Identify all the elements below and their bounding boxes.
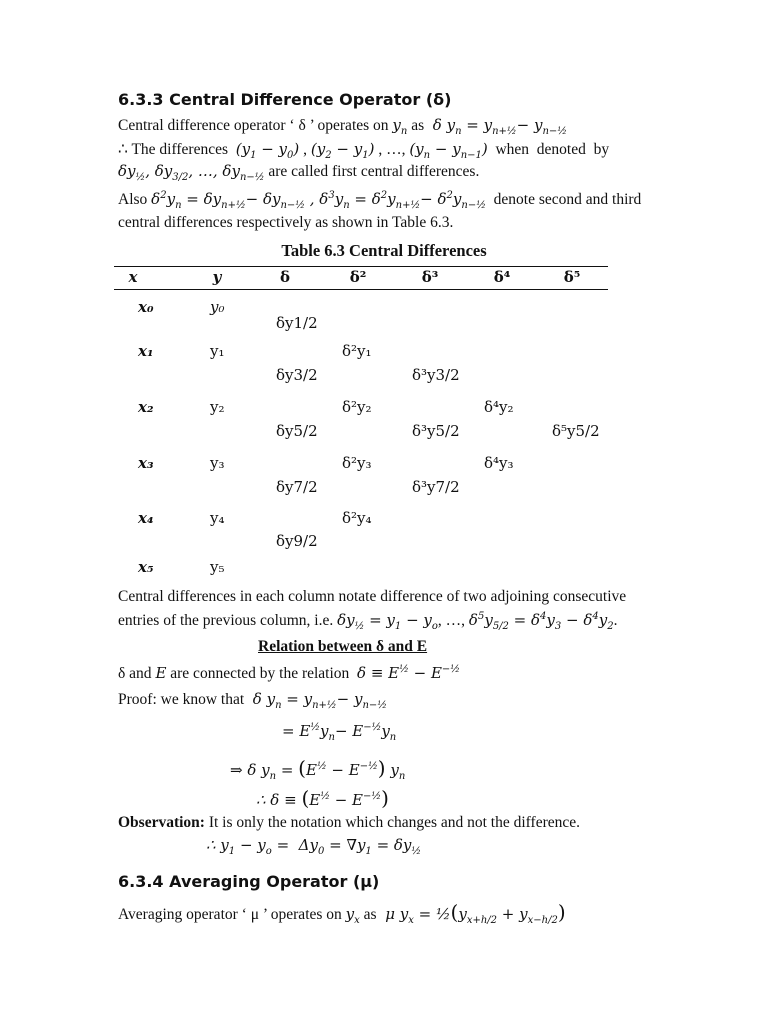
paragraph-line-2: ∴ The differences $(y_1 - y_0)$ , $(y_2 - y_1)$ , …, $(y_n - y_{n-1})$ when denoted by xyxy=(118,140,610,161)
table-cell-delta5-0: δ⁵y5/2 xyxy=(552,422,600,440)
table-cell-y0: y₀ xyxy=(210,298,225,316)
table-header-delta3: δ³ xyxy=(421,268,439,286)
after-table-line-2: entries of the previous column, i.e. $\delta y_{\frac{1}{2}} = y_1 - y_o$, …, $\delta^5y_{5/2} = \delta^4y_3 - \delta^4y_2$. xyxy=(118,611,618,632)
equation-3: ⇒ δ $y_n = (E^{\frac{1}{2}} - E^{-\frac{1}{2}})$ $y_n$ xyxy=(230,756,406,782)
table-top-rule xyxy=(114,266,608,267)
table-header-y: y xyxy=(212,268,222,286)
table-cell-delta1-3: δy7/2 xyxy=(276,478,318,496)
paragraph-line-5: central differences respectively as shown in Table 6.3. xyxy=(118,214,454,231)
table-header-rule xyxy=(114,289,608,290)
table-header-delta5: δ⁵ xyxy=(563,268,581,286)
paragraph-line-3: $\delta y_{\frac{1}{2}}$, $\delta y_{3/2}$, …, $\delta y_{n-\frac{1}{2}}$ are called first central differences. xyxy=(118,162,480,183)
table-cell-delta2-3: δ²y₄ xyxy=(342,509,372,527)
table-cell-delta4-1: δ⁴y₃ xyxy=(484,454,514,472)
table-cell-y1: y₁ xyxy=(210,342,225,360)
relation-heading-text: Relation between δ and E xyxy=(258,638,428,655)
table-cell-delta4-0: δ⁴y₂ xyxy=(484,398,514,416)
table-cell-x3: x₃ xyxy=(138,454,154,472)
table-cell-delta3-0: δ³y3/2 xyxy=(412,366,460,384)
after-table-line-1: Central differences in each column notate difference of two adjoining consecutive xyxy=(118,588,627,605)
table-title: Table 6.3 Central Differences xyxy=(281,241,487,260)
table-cell-y4: y₄ xyxy=(210,509,225,527)
section-heading-6-3-3: 6.3.3 Central Difference Operator (δ) xyxy=(118,90,452,109)
equation-4: ∴ $\delta \equiv (E^{\frac{1}{2}} - E^{-\frac{1}{2}})$ xyxy=(256,786,389,810)
observation-equation: ∴ $y_1 - y_o = \Delta y_0 = \nabla y_1 = \delta y_{\frac{1}{2}}$ xyxy=(206,836,422,857)
table-header-delta1: δ xyxy=(279,268,290,286)
table-cell-delta3-1: δ³y5/2 xyxy=(412,422,460,440)
proof-line: Proof: we know that δ $y_n = y_{n+\frac{1}{2}}- y_{n-\frac{1}{2}}$ xyxy=(118,690,387,711)
table-cell-delta1-1: δy3/2 xyxy=(276,366,318,384)
table-header-delta4: δ⁴ xyxy=(493,268,511,286)
table-cell-x2: x₂ xyxy=(138,398,154,416)
equation-2: = $E^{\frac{1}{2}}y_n- E^{-\frac{1}{2}}y_n$ xyxy=(282,722,397,743)
table-cell-delta2-0: δ²y₁ xyxy=(342,342,372,360)
table-cell-x4: x₄ xyxy=(138,509,154,527)
table-cell-x5: x₅ xyxy=(138,558,154,576)
observation-label: Observation: xyxy=(118,814,205,831)
table-cell-delta2-2: δ²y₃ xyxy=(342,454,372,472)
table-cell-delta3-2: δ³y7/2 xyxy=(412,478,460,496)
table-cell-x0: x₀ xyxy=(138,298,154,316)
averaging-line: Averaging operator ‘ μ ’ operates on $y_x$ as μ $y_x$ = $\frac{1}{2}(y_{x+h/2} + y_{x-h/2})$ xyxy=(118,900,566,926)
text-fragment: Central difference operator ‘ δ ’ operates on xyxy=(118,117,393,134)
table-cell-y3: y₃ xyxy=(210,454,225,472)
paragraph-line-4: Also $\delta^2y_n = \delta y_{n+\frac{1}{2}}- \delta y_{n-\frac{1}{2}}$ , $\delta^3y_n = \delta^2y_{n+\frac{1}{2}}- \delta^2y_{n-\frac{1}{2}}$ denote second and third xyxy=(118,190,642,211)
table-cell-delta1-4: δy9/2 xyxy=(276,532,318,550)
paragraph-line-1: Central difference operator ‘ δ ’ operates on $y_n$ as δ $y_n = y_{n+\frac{1}{2}}- y_{n-\frac{1}{2}}$ xyxy=(118,116,567,137)
table-cell-x1: x₁ xyxy=(138,342,154,360)
relation-line-1: δ and E are connected by the relation $\delta \equiv E^{\frac{1}{2}} - E^{-\frac{1}{2}}$ xyxy=(118,664,460,682)
observation-text: It is only the notation which changes and not the difference. xyxy=(208,814,581,831)
table-cell-delta2-1: δ²y₂ xyxy=(342,398,372,416)
table-cell-delta1-2: δy5/2 xyxy=(276,422,318,440)
table-header-x: x xyxy=(128,268,138,286)
table-cell-delta1-0: δy1/2 xyxy=(276,314,318,332)
table-header-delta2: δ² xyxy=(349,268,367,286)
proof-label: Proof: we know that xyxy=(118,691,245,708)
table-cell-y5: y₅ xyxy=(210,558,225,576)
table-cell-y2: y₂ xyxy=(210,398,225,416)
observation-line xyxy=(118,814,580,832)
relation-heading xyxy=(258,638,427,656)
section-heading-6-3-4: 6.3.4 Averaging Operator (μ) xyxy=(118,872,380,891)
